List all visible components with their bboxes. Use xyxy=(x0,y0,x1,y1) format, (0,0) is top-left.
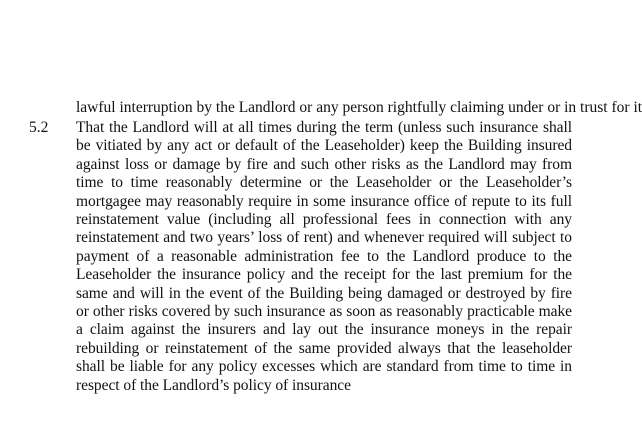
clause-text: That the Landlord will at all times during the term (unless such insurance shall be vitiated by any act or default of the Leaseholder) keep the Building insured against loss or damage by fire and such other risks as the Landlord may from time to time reasonably determine or the Leaseholder or the Leaseholder’s mortgagee may reasonably require in some insurance office of repute to its full reinstatement value (including all professional fees in connection with any reinstatement and two years’ loss of rent) and whenever required will subject to payment of a reasonable administration fee to the Landlord produce to the Leaseholder the insurance policy and the receipt for the last premium for the same and will in the event of the Building being damaged or destroyed by fire or other risks covered by such insurance as soon as reasonably practicable make a claim against the insurers and lay out the insurance moneys in the repair rebuilding or reinstatement of the same provided always that the leaseholder shall be liable for any policy excesses which are standard from time to time in respect of the Landlord’s policy of insurance xyxy=(76,119,572,394)
cutoff-text: lawful interruption by the Landlord or any person rightfully claiming under or in trust for it xyxy=(76,99,642,116)
clause-number: 5.2 xyxy=(29,119,49,136)
cutoff-text-line xyxy=(76,99,642,116)
